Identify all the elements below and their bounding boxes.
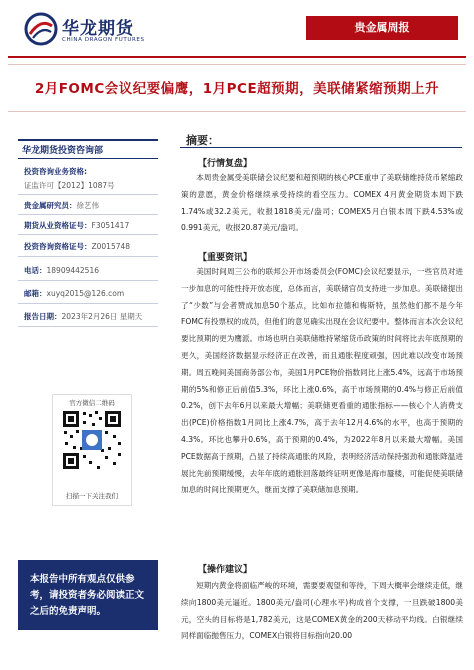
wechat-qr-card bbox=[52, 394, 132, 506]
title-band bbox=[8, 64, 466, 112]
paragraph-market-review: 本周贵金属受美联储会议纪要和超预期的核心PCE重申了美联储维持货币紧缩政策的意愿，黄金价格继续承受持续的看空压力。COMEX 4月黄金期货本周下跌1.74%或32.2美元，收报1818美元/盎司；COMEX5月白银本周下跌4.53%或0.991美元，收报20.87美元/盎司。 bbox=[181, 173, 463, 233]
phone-row: 电话：18909442516 bbox=[24, 266, 99, 275]
qr-title: 官方微信二维码 bbox=[69, 399, 115, 407]
section-title-news: 【重要资讯】 bbox=[198, 253, 253, 263]
qualification-label: 投资咨询业务资格: bbox=[24, 167, 87, 176]
paragraph-advice: 短期内黄金将面临严峻的环境，需要要观望和等待，下周大概率会继续走低，继续向1800美元逼近。1800美元/盎司(心理水平)构成首个支撑，一旦跌破1800美元，空头的目标将是1,782美元，这是COMEX黄金的200天移动平均线。白银继续同样面临抛售压力，COMEX白银将目标指向20.00 bbox=[181, 581, 463, 641]
brand-name: 华龙期货 bbox=[62, 19, 134, 39]
advisory-row: 投资咨询资格证号：Z0015748 bbox=[24, 242, 131, 251]
section-title-market-review: 【行情复盘】 bbox=[198, 159, 253, 169]
report-date-row: 报告日期：2023年2月26日 星期天 bbox=[24, 312, 143, 321]
sidebar-divider bbox=[18, 214, 158, 215]
qr-code-icon bbox=[61, 409, 123, 471]
disclaimer-box: 本报告中所有观点仅供参考，请投资者务必阅读正文之后的免责声明。 bbox=[18, 560, 158, 630]
sidebar-divider bbox=[18, 303, 158, 304]
section-title-advice: 【操作建议】 bbox=[198, 565, 253, 575]
analyst-row: 贵金属研究员：徐艺伟 bbox=[24, 201, 99, 210]
paragraph-news: 美国时间周三公布的联邦公开市场委员会(FOMC)会议纪要显示，一些官员对进一步加息的可能性持开放态度，总体而言，美联储官员支持进一步加息。美联储提出了“少数”与会者赞成加息50个基点，比如布拉德和梅斯特，虽然他们都不是今年FOMC有投票权的成员，但他们的意见确实出现在会议纪要中。整体而言本次会议纪要比预期的更为鹰派。市场也明白美联储维持紧缩货币政策的时间将比去年底预期的更久，美国经济数据显示经济正在改善，而且通胀程度顽强，因此难以改变市场预期。周五晚间美国商务部公布，美国1月PCE物价指数同比上涨5.4%，远高于市场预期的5%和修正后前值5.3%，环比上涨0.6%，高于市场预期的0.4%与修正后前值0.2%，创下去年6月以来最大增幅；美联储更看重的通胀指标——核心个人消费支出(PCE)价格指数1月同比上涨4.7%，高于去年12月4.6%的水平，也高于预期的4.3%。环比也攀升0.6%，高于预期的0.4%，为2022年8月以来最大增幅。美国PCE数据高于预期，凸显了持续高通胀的风险，表明经济活动保持强劲和通胀降温进展比先前预期缓慢，去年年底的通胀回落最终证明更像是海市蜃楼，可能促使美联储加息的时间比预期更久，继而支撑了美联储加息预期。 bbox=[181, 267, 463, 495]
page-header bbox=[0, 0, 474, 56]
email-row: 邮箱：xuyq2015@126.com bbox=[24, 289, 125, 298]
department-heading: 华龙期货投资咨询部 bbox=[18, 139, 158, 159]
qualification-value: 证监许可【2012】1087号 bbox=[24, 181, 115, 190]
license-row: 期货从业资格证号：F3051417 bbox=[24, 221, 130, 230]
brand-name-en: CHINA DRAGON FUTURES bbox=[62, 37, 145, 43]
report-type-badge: 贵金属周报 bbox=[306, 16, 458, 40]
sidebar-divider bbox=[18, 194, 158, 195]
summary-heading: 摘要： bbox=[186, 134, 219, 147]
company-logo-icon bbox=[24, 12, 58, 46]
sidebar-divider bbox=[18, 256, 158, 257]
summary-divider bbox=[180, 147, 462, 148]
report-title: 2月FOMC会议纪要偏鹰，1月PCE超预期，美联储紧缩预期上升 bbox=[34, 81, 440, 97]
header-divider bbox=[8, 56, 466, 58]
sidebar-divider bbox=[18, 234, 158, 235]
qr-caption: 扫描一下关注我们 bbox=[66, 492, 118, 500]
sidebar-divider bbox=[18, 326, 158, 327]
sidebar-divider bbox=[18, 280, 158, 281]
